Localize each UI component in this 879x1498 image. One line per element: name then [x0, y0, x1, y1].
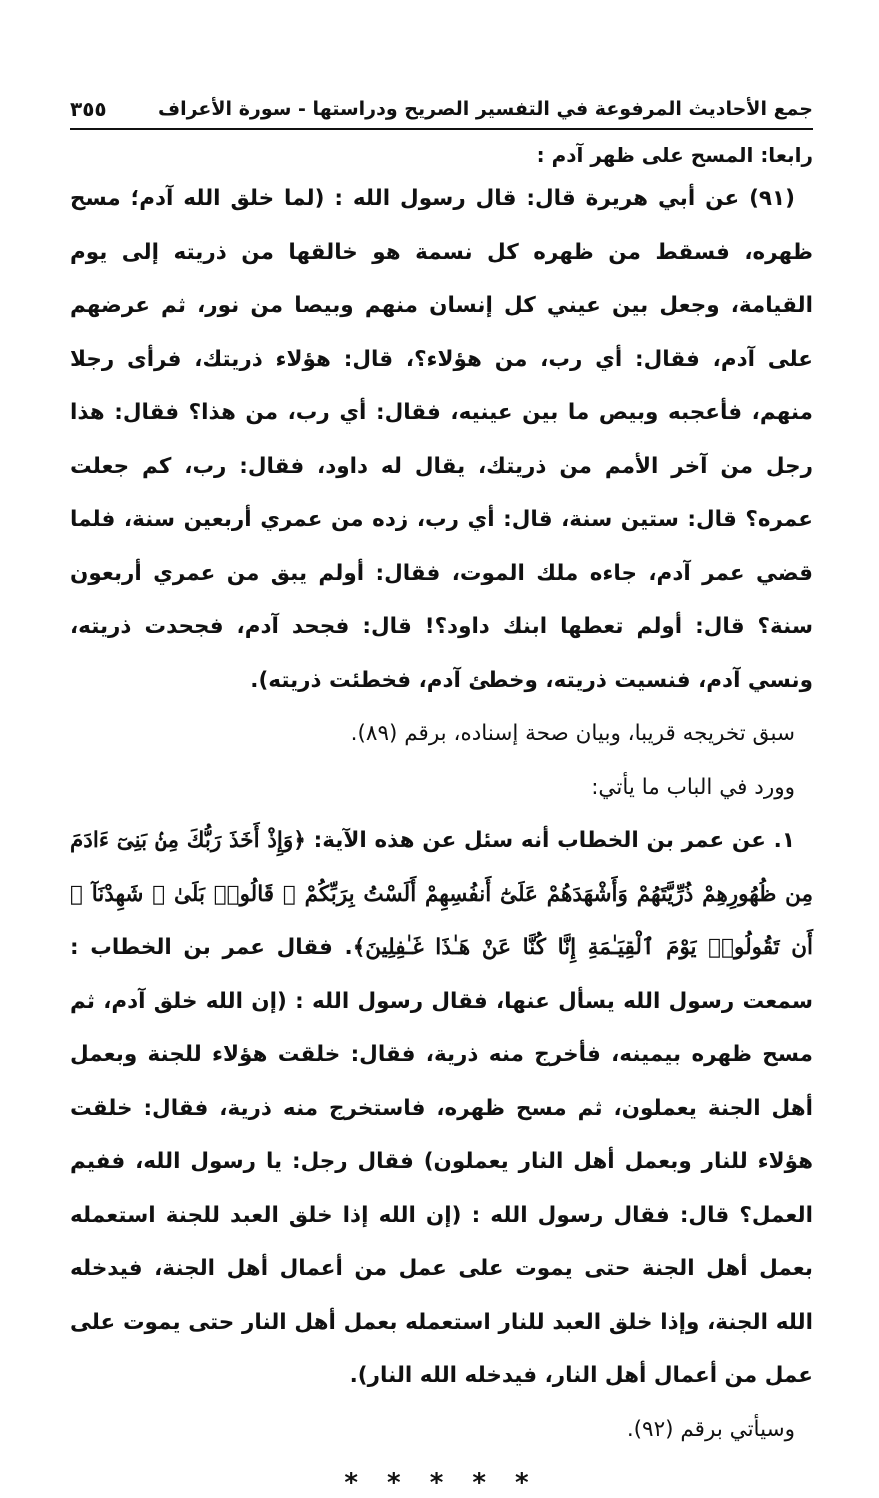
running-header	[70, 96, 813, 130]
section-separator: * * * * *	[344, 1468, 539, 1498]
quran-ayah: ﴿وَإِذْ أَخَذَ رَبُّكَ مِنۢ بَنِىٓ ءَادَمَ مِن ظُهُورِهِمْ ذُرِّيَّتَهُمْ وَأَشْهَدَهُمْ عَلَىٰٓ أَنفُسِهِمْ أَلَسْتُ بِرَبِّكُمْ ۖ قَالُوا۟ بَلَىٰ ۛ شَهِدْنَآ ۛ أَن تَقُولُوا۟ يَوْمَ ٱلْقِيَـٰمَةِ إِنَّا كُنَّا عَنْ هَـٰذَا غَـٰفِلِينَ﴾	[70, 828, 813, 960]
running-title: جمع الأحاديث المرفوعة في التفسير الصريح ودراستها - سورة الأعراف	[158, 98, 813, 121]
takhrij-note: سبق تخريجه قريبا، وبيان صحة إسناده، برقم (٨٩).	[350, 721, 795, 746]
item-1-lead: ١. عن عمر بن الخطاب أنه سئل عن هذه الآية:	[313, 828, 795, 853]
item-1-text: . فقال عمر بن الخطاب : سمعت رسول الله يسأل عنها، فقال رسول الله : (إن الله خلق آدم، ثم مسح ظهره بيمينه، فأخرج منه ذرية، فقال: خلقت هؤلاء للجنة وبعمل أهل الجنة يعملون، ثم مسح ظهره، فاستخرج منه ذرية، فقال: خلقت هؤلاء للنار وبعمل أهل النار يعملون) فقال رجل: يا رسول الله، ففيم العمل؟ قال: فقال رسول الله : (إن الله إذا خلق العبد للجنة استعمله بعمل أهل الجنة حتى يموت على عمل من أعمال أهل الجنة، فيدخله الله الجنة، وإذا خلق العبد للنار استعمله بعمل أهل النار حتى يموت على عمل من أعمال أهل النار، فيدخله الله النار).	[70, 935, 813, 1388]
closing-note: وسيأتي برقم (٩٢).	[626, 1416, 795, 1442]
item-1-paragraph	[70, 814, 813, 1403]
hadith-91-paragraph: (٩١) عن أبي هريرة قال: قال رسول الله : (لما خلق الله آدم؛ مسح ظهره، فسقط من ظهره كل نسمة هو خالقها من ذريته إلى يوم القيامة، وجعل بين عيني كل إنسان منهم وبيصا من نور، ثم عرضهم على آدم، فقال: أي رب، من هؤلاء؟، قال: هؤلاء ذريتك، فرأى رجلا منهم، فأعجبه وبيص ما بين عينيه، فقال: أي رب، من هذا؟ فقال: هذا رجل من آخر الأمم من ذريتك، يقال له داود، فقال: رب، كم جعلت عمره؟ قال: ستين سنة، قال: أي رب، زده من عمري أربعين سنة، فلما قضي عمر آدم، جاءه ملك الموت، فقال: أولم يبق من عمري أربعون سنة؟ قال: أولم تعطها ابنك داود؟! قال: فجحد آدم، فجحدت ذريته، ونسي آدم، فنسيت ذريته، وخطئ آدم، فخطئت ذريته).	[70, 186, 813, 693]
page-number: ٣٥٥	[70, 97, 107, 121]
section-heading: رابعا: المسح على ظهر آدم :	[536, 143, 813, 167]
book-page	[70, 96, 813, 1498]
takhrij-intro: وورد في الباب ما يأتي:	[591, 774, 795, 800]
